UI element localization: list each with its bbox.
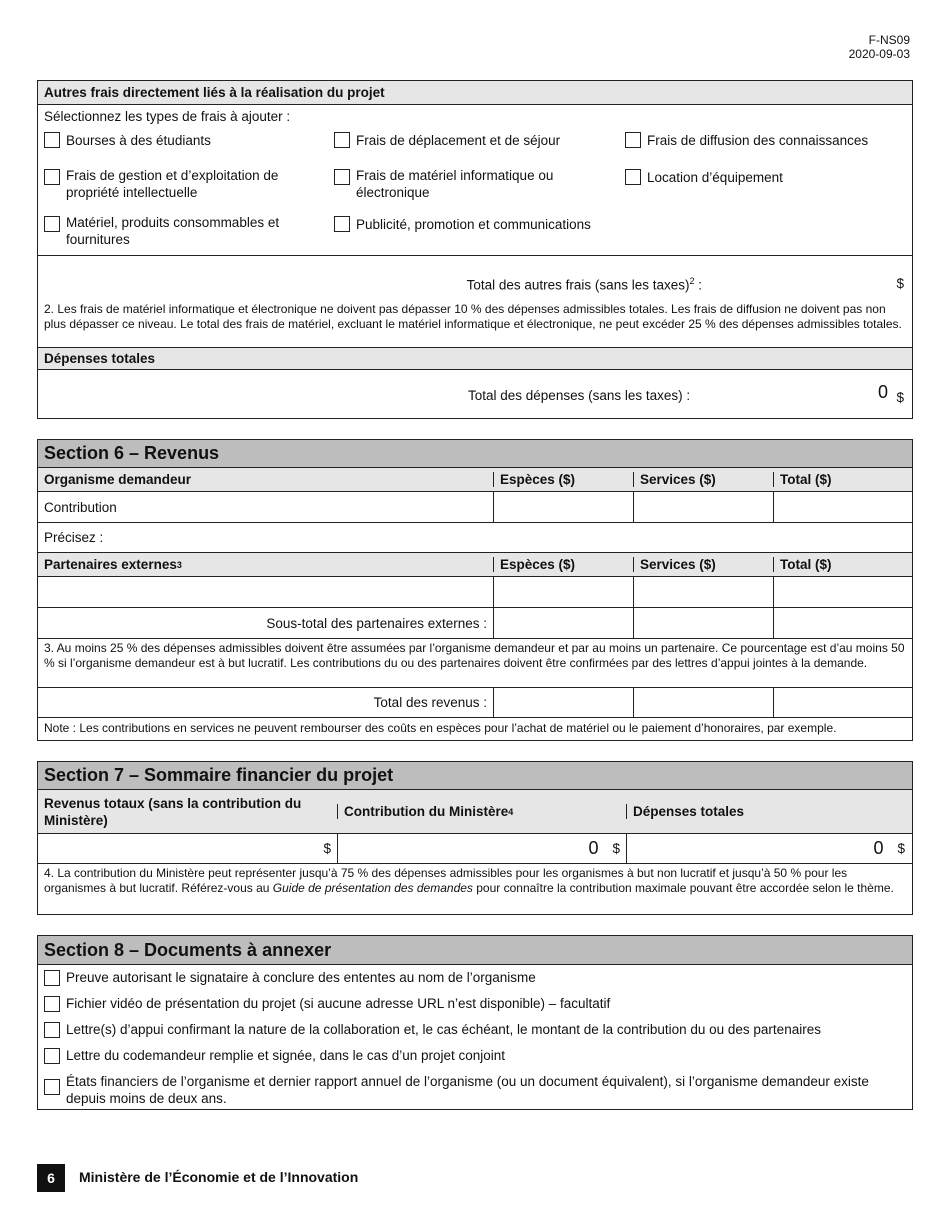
checkbox-diffusion[interactable] xyxy=(625,132,641,148)
col-partners-especes: Espèces ($) xyxy=(493,557,633,572)
document-reference xyxy=(849,33,910,61)
total-revenue-services-field[interactable] xyxy=(633,688,773,717)
label-materiel-informatique: Frais de matériel informatique ou électronique xyxy=(356,168,554,200)
partners-subtotal-row xyxy=(38,607,912,638)
document-item: Lettre du codemandeur remplie et signée, dans le cas d’un projet conjoint xyxy=(38,1043,912,1069)
contribution-services-field[interactable] xyxy=(633,492,773,522)
partners-subtotal-label: Sous-total des partenaires externes : xyxy=(266,615,487,631)
total-revenue-label: Total des revenus : xyxy=(373,695,487,710)
page-number: 6 xyxy=(37,1164,65,1192)
section-7-sommaire-financier xyxy=(37,761,913,915)
other-fees-total-label: Total des autres frais (sans les taxes)$^2$ : xyxy=(466,276,702,293)
ministry-contribution-footnote: 4. La contribution du Ministère peut représenter jusqu’à 75 % des dépenses admissibles pour les organismes à but non lucratif et jusqu’à 50 % pour les organismes à but lucratif. Référez-vous au Guide de présentation des demandes pour connaître la contribution maximale pouvant être accordée selon le thème. xyxy=(38,863,912,912)
partner-entry-row xyxy=(38,576,912,607)
checkbox-lettres-appui[interactable] xyxy=(44,1022,60,1038)
checkbox-fichier-video[interactable] xyxy=(44,996,60,1012)
checkbox-preuve-signataire[interactable] xyxy=(44,970,60,986)
checkbox-location-equipement[interactable] xyxy=(625,169,641,185)
col-especes: Espèces ($) xyxy=(493,472,633,487)
checkbox-bourses[interactable] xyxy=(44,132,60,148)
summary-values-row xyxy=(38,833,912,863)
col-revenus-totaux: Revenus totaux (sans la contribution du Ministère) xyxy=(44,795,302,828)
section-7-title: Section 7 – Sommaire financier du projet xyxy=(38,762,912,789)
col-contribution-ministere: Contribution du Ministère 4 xyxy=(337,804,626,819)
partners-column-headers xyxy=(38,552,912,576)
contribution-label: Contribution xyxy=(44,499,117,515)
other-fees-total-field[interactable] xyxy=(643,267,903,295)
label-location-equipement: Location d’équipement xyxy=(647,170,783,185)
summary-column-headers xyxy=(38,789,912,833)
revenue-footnote: 3. Au moins 25 % des dépenses admissibles doivent être assumées par l’organisme demandeur et par au moins un partenaire. Ce pourcentage est d’au moins 50 % si l’organisme demandeur est à but lucratif. Les contributions du ou des partenaires doivent être confirmées par des lettres d’appui jointes à la demande. xyxy=(38,638,912,687)
section-6-title: Section 6 – Revenus xyxy=(38,440,912,467)
total-expenses-value[interactable]: 0 xyxy=(877,382,888,402)
checkbox-lettre-codemandeur[interactable] xyxy=(44,1048,60,1064)
other-fees-total-row xyxy=(38,255,912,300)
contribution-ministere-value: 0 xyxy=(588,838,599,858)
revenue-column-headers xyxy=(38,467,912,491)
document-item: États financiers de l’organisme et dernier rapport annuel de l’organisme (ou un document équivalent), si l’organisme demandeur existe depuis moins de deux ans. xyxy=(38,1069,912,1109)
services-note: Note : Les contributions en services ne peuvent rembourser des coûts en espèces pour l’achat de matériel ou le paiement d’honoraires, par exemple. xyxy=(38,717,912,739)
label-propriete-intellectuelle: Frais de gestion et d’exploitation de propriété intellectuelle xyxy=(66,168,279,200)
precisez-row[interactable] xyxy=(38,522,912,552)
label-publicite: Publicité, promotion et communications xyxy=(356,217,591,232)
partner-total-field[interactable] xyxy=(773,577,911,607)
total-expenses-row xyxy=(38,369,912,418)
checkbox-materiel-produits[interactable] xyxy=(44,216,60,232)
other-fees-currency: $ xyxy=(896,276,904,291)
col-services: Services ($) xyxy=(633,472,773,487)
checkbox-etats-financiers[interactable] xyxy=(44,1079,60,1095)
subtotal-especes-field[interactable] xyxy=(493,608,633,638)
col-depenses-totales: Dépenses totales xyxy=(626,804,911,819)
form-code: F-NS09 xyxy=(868,33,910,47)
label-materiel-produits: Matériel, produits consommables et fournitures xyxy=(66,215,280,247)
revenus-totaux-field[interactable]: $ xyxy=(323,841,331,856)
depenses-totales-field[interactable]: 0 $ xyxy=(626,834,911,863)
col-total: Total ($) xyxy=(773,472,911,487)
contribution-especes-field[interactable] xyxy=(493,492,633,522)
total-expenses-currency: $ xyxy=(896,390,904,405)
total-revenue-especes-field[interactable] xyxy=(493,688,633,717)
subtotal-services-field[interactable] xyxy=(633,608,773,638)
section-8-title: Section 8 – Documents à annexer xyxy=(38,936,912,964)
col-organisme-demandeur: Organisme demandeur xyxy=(44,472,192,487)
other-fees-header: Autres frais directement liés à la réalisation du projet xyxy=(38,81,912,104)
col-partenaires-externes: Partenaires externes 3 xyxy=(44,557,182,572)
other-fees-section xyxy=(37,80,913,419)
form-date: 2020-09-03 xyxy=(848,47,910,61)
col-partners-services: Services ($) xyxy=(633,557,773,572)
checkbox-publicite[interactable] xyxy=(334,216,350,232)
precisez-label: Précisez : xyxy=(44,530,104,545)
contribution-ministere-field[interactable]: 0 $ xyxy=(337,834,626,863)
checkbox-propriete-intellectuelle[interactable] xyxy=(44,169,60,185)
fee-type-prompt: Sélectionnez les types de frais à ajouter : xyxy=(44,109,291,124)
ministry-name: Ministère de l’Économie et de l’Innovation xyxy=(79,1169,359,1185)
total-expenses-label: Total des dépenses (sans les taxes) : xyxy=(468,388,691,403)
label-deplacement: Frais de déplacement et de séjour xyxy=(356,133,561,148)
total-revenue-total-field[interactable] xyxy=(773,688,911,717)
contribution-row xyxy=(38,491,912,522)
other-fees-footnote: 2. Les frais de matériel informatique et électronique ne doivent pas dépasser 10 % des dépenses admissibles totales. Les frais de diffusion ne doivent pas non plus dépasser ce niveau. Le total des frais de matériel, excluant le matériel informatique et électronique, ne peut excéder 25 % des dépenses admissibles totales. xyxy=(44,302,902,331)
subtotal-total-field[interactable] xyxy=(773,608,911,638)
label-bourses: Bourses à des étudiants xyxy=(66,133,211,148)
document-item: Fichier vidéo de présentation du projet (si aucune adresse URL n’est disponible) – facultatif xyxy=(38,991,912,1017)
total-expenses-header: Dépenses totales xyxy=(38,347,912,369)
depenses-totales-value: 0 xyxy=(873,838,884,858)
contribution-total-field[interactable] xyxy=(773,492,911,522)
document-item: Preuve autorisant le signataire à conclure des ententes au nom de l’organisme xyxy=(38,965,912,991)
partner-services-field[interactable] xyxy=(633,577,773,607)
checkbox-deplacement[interactable] xyxy=(334,132,350,148)
section-8-documents xyxy=(37,935,913,1110)
total-revenue-row xyxy=(38,687,912,717)
checkbox-materiel-informatique[interactable] xyxy=(334,169,350,185)
document-item: Lettre(s) d’appui confirmant la nature de la collaboration et, le cas échéant, le montant de la contribution du ou des partenaires xyxy=(38,1017,912,1043)
partner-name-field[interactable] xyxy=(38,577,493,607)
partner-especes-field[interactable] xyxy=(493,577,633,607)
label-diffusion: Frais de diffusion des connaissances xyxy=(647,133,869,148)
documents-checklist xyxy=(38,964,912,1109)
fee-type-selector xyxy=(38,104,912,255)
col-partners-total: Total ($) xyxy=(773,557,911,572)
section-6-revenus xyxy=(37,439,913,741)
